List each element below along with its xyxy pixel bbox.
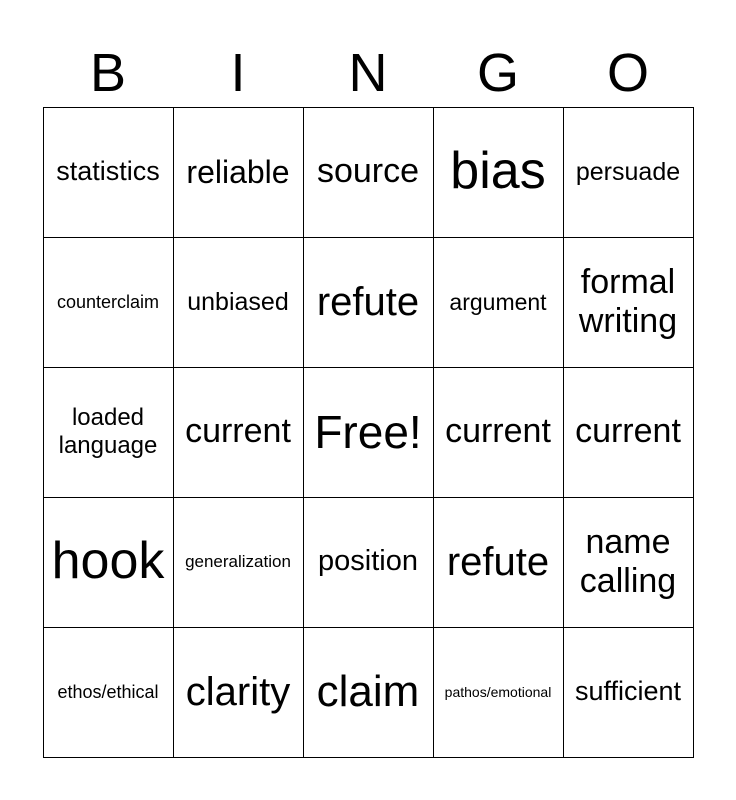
bingo-cell-text: refute: [446, 540, 550, 584]
bingo-cell[interactable]: [303, 237, 434, 368]
bingo-cell[interactable]: [173, 237, 304, 368]
bingo-cell[interactable]: [43, 627, 174, 758]
bingo-cell[interactable]: [43, 107, 174, 238]
bingo-cell[interactable]: [433, 367, 564, 498]
bingo-cell-text: name calling: [579, 522, 677, 600]
bingo-cell[interactable]: [43, 497, 174, 628]
bingo-cell[interactable]: [303, 107, 434, 238]
bingo-cell-text: current: [445, 412, 551, 451]
bingo-cell-text: formal writing: [578, 262, 678, 340]
bingo-cell[interactable]: [563, 107, 694, 238]
bingo-cell-text: loaded language: [58, 404, 158, 459]
bingo-board: [43, 107, 693, 757]
bingo-cell[interactable]: [303, 497, 434, 628]
bingo-cell-text: Free!: [314, 405, 422, 458]
bingo-cell[interactable]: [563, 367, 694, 498]
bingo-cell[interactable]: [173, 367, 304, 498]
bingo-cell-text: statistics: [56, 156, 160, 187]
bingo-cell-text: current: [185, 412, 291, 451]
bingo-cell[interactable]: [433, 627, 564, 758]
bingo-cell[interactable]: [563, 497, 694, 628]
header-letter-n: N: [348, 43, 388, 103]
bingo-header: [43, 40, 693, 106]
bingo-cell[interactable]: [43, 237, 174, 368]
bingo-cell-text: current: [575, 412, 681, 451]
bingo-cell-text: argument: [449, 288, 547, 315]
bingo-cell-text: counterclaim: [56, 291, 160, 312]
bingo-cell-text: hook: [51, 532, 165, 591]
bingo-cell-text: bias: [450, 142, 546, 201]
bingo-cell[interactable]: [173, 107, 304, 238]
bingo-cell[interactable]: [563, 627, 694, 758]
bingo-cell[interactable]: [303, 367, 434, 498]
bingo-cell-text: refute: [316, 280, 420, 324]
bingo-cell[interactable]: [433, 107, 564, 238]
bingo-cell-text: persuade: [575, 157, 681, 186]
header-letter-o: O: [606, 43, 649, 103]
bingo-cell-text: ethos/ethical: [57, 681, 159, 702]
bingo-cell-text: source: [316, 152, 420, 191]
bingo-cell[interactable]: [173, 627, 304, 758]
bingo-cell[interactable]: [433, 497, 564, 628]
header-letter-b: B: [89, 43, 127, 103]
bingo-cell[interactable]: [43, 367, 174, 498]
bingo-cell-text: clarity: [185, 670, 291, 714]
bingo-cell-text: unbiased: [187, 287, 289, 316]
bingo-cell[interactable]: [173, 497, 304, 628]
bingo-cell-text: generalization: [185, 552, 291, 572]
bingo-cell[interactable]: [433, 237, 564, 368]
bingo-cell[interactable]: [563, 237, 694, 368]
bingo-cell-text: sufficient: [574, 676, 682, 707]
bingo-cell[interactable]: [303, 627, 434, 758]
bingo-cell-text: reliable: [186, 153, 290, 190]
bingo-cell-text: claim: [316, 666, 420, 716]
bingo-cell-text: pathos/emotional: [444, 683, 552, 700]
bingo-cell-text: position: [318, 545, 418, 578]
header-letter-g: G: [476, 43, 519, 103]
header-letter-i: I: [230, 43, 246, 103]
